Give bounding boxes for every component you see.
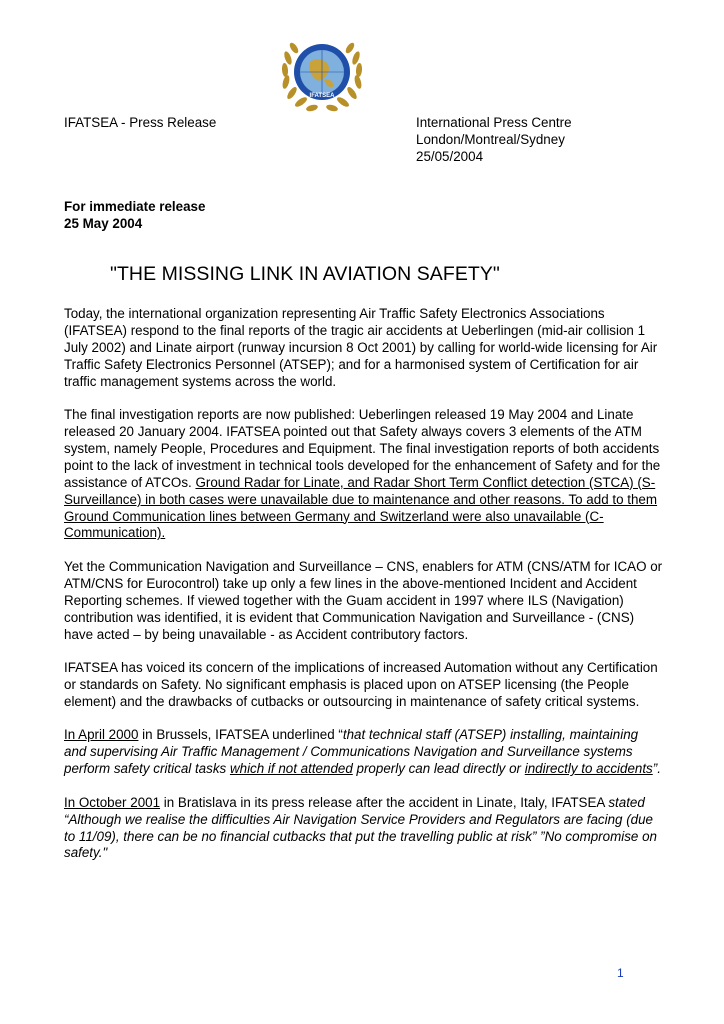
header-date: 25/05/2004	[416, 149, 484, 164]
paragraph-5-underlined-2: indirectly to accidents	[524, 761, 653, 777]
paragraph-2	[64, 407, 664, 542]
release-block	[64, 198, 205, 232]
header-right	[416, 114, 572, 165]
paragraph-6-quote: stated “Although we realise the difficulties Air Navigation Service Providers and Regulators are facing (due to 11/09), there can be no financial cutbacks that put the travelling public at risk” ”No compromise on safety."	[64, 794, 657, 861]
svg-text:IFATSEA: IFATSEA	[309, 93, 335, 99]
paragraph-5-end: ”.	[652, 761, 661, 777]
release-line: For immediate release	[64, 199, 206, 214]
paragraph-5-date: In April 2000	[64, 727, 139, 743]
paragraph-5-text: in Brussels, IFATSEA underlined “	[138, 727, 343, 743]
paragraph-5-underlined-1: which if not attended	[229, 761, 353, 777]
paragraph-5-quote-2: properly can lead directly or	[352, 761, 525, 777]
header-left: IFATSEA - Press Release	[64, 115, 217, 130]
release-date: 25 May 2004	[64, 216, 143, 231]
paragraph-3: Yet the Communication Navigation and Surveillance – CNS, enablers for ATM (CNS/ATM for ICAO or ATM/CNS for Eurocontrol) take up only a few lines in the above-mentioned Incident and Accident Reporting schemes. If viewed together with the Guam accident in 1997 where ILS (Navigation) contribution was identified, it is evident that Communication Navigation and Surveillance - (CNS) have acted – by being unavailable - as Accident contributory factors.	[64, 558, 663, 642]
paragraph-6-date: In October 2001	[64, 794, 161, 810]
body-text	[64, 306, 664, 879]
press-centre: International Press Centre	[416, 115, 572, 130]
document-title: "THE MISSING LINK IN AVIATION SAFETY"	[110, 263, 500, 285]
paragraph-2-text: The final investigation reports are now published: Ueberlingen released 19 May 2004 and Linate released 20 January 2004. IFATSEA pointed out that Safety always covers 3 elements of the ATM system, namely People, Procedures and Equipment. The final investigation reports of both accidents point to the lack of investment in technical tools developed for the enhancement of Safety and for the assistance of ATCOs.	[64, 407, 661, 490]
paragraph-1: Today, the international organization representing Air Traffic Safety Electronics Associations (IFATSEA) respond to the final reports of the tragic air accidents at Ueberlingen (mid-air collision 1 July 2002) and Linate airport (runway incursion 8 Oct 2001) by calling for world-wide licensing for Air Traffic Safety Electronics Personnel (ATSEP); and for a harmonised system of Certification for air traffic management systems across the world.	[64, 306, 658, 389]
paragraph-6	[64, 795, 664, 863]
ifatsea-logo	[274, 28, 370, 118]
paragraph-5	[64, 727, 664, 778]
paragraph-5-quote: that technical staff (ATSEP) installing, maintaining and supervising Air Traffic Management / Communications Navigation and Surveillance systems perform safety critical tasks	[64, 727, 639, 777]
paragraph-4: IFATSEA has voiced its concern of the implications of increased Automation without any Certification or standards on Safety. No significant emphasis is placed upon on ATSEP licensing (the People element) and the drawbacks of cutbacks or outsourcing in maintenance of safety critical systems.	[64, 660, 658, 709]
paragraph-6-text: in Bratislava in its press release after the accident in Linate, Italy, IFATSEA	[160, 794, 609, 810]
page-number: 1	[617, 966, 624, 980]
locations: London/Montreal/Sydney	[416, 132, 565, 147]
paragraph-2-underlined: Ground Radar for Linate, and Radar Short Term Conflict detection (STCA) (S-Surveillance) in both cases were unavailable due to maintenance and other reasons. To add to them Ground Communication lines between Germany and Switzerland were also unavailable (C-Communication).	[64, 474, 658, 541]
